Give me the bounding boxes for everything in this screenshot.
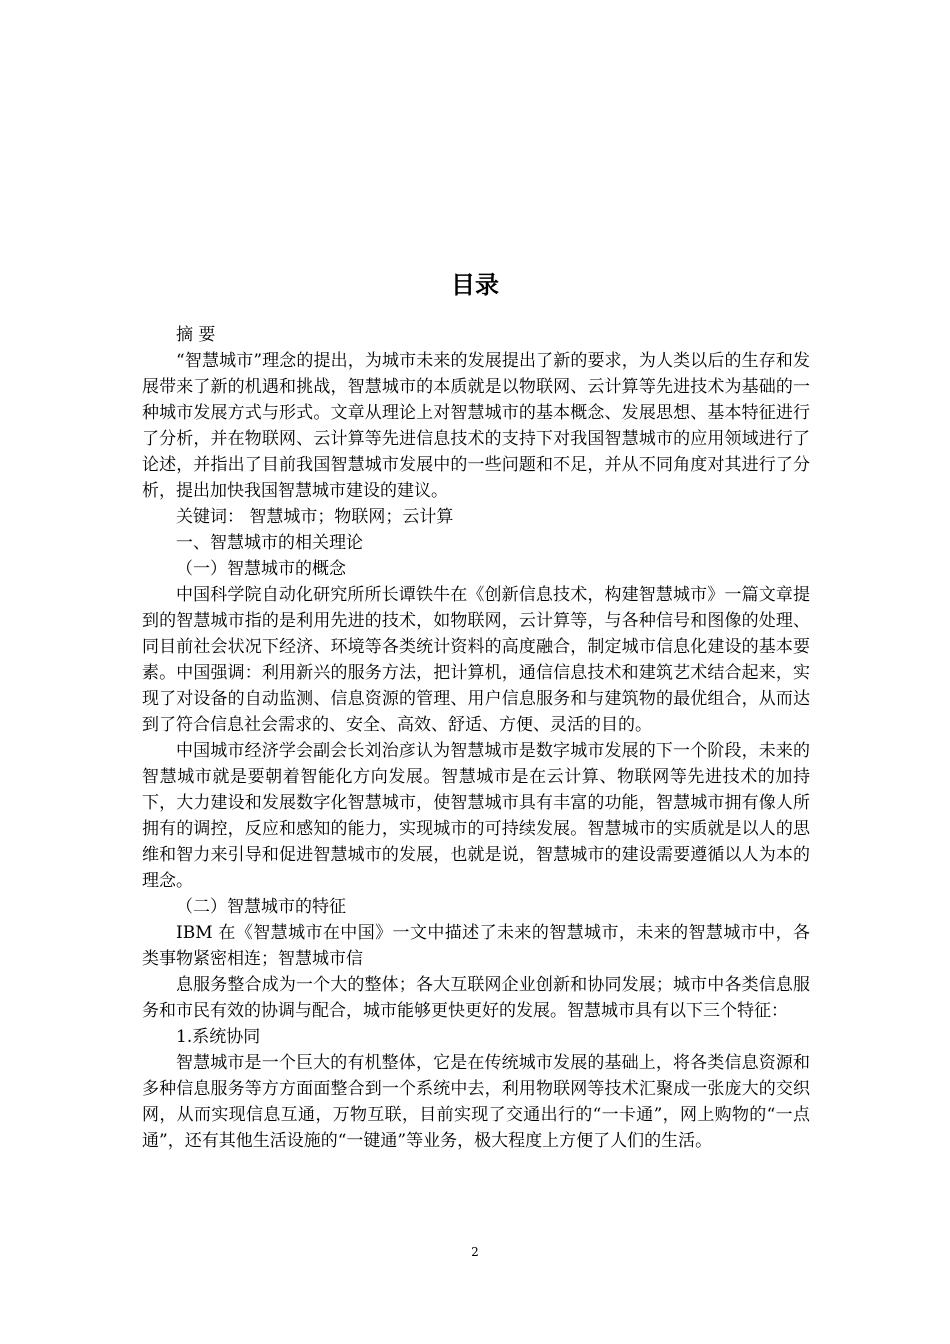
abstract-paragraph: “智慧城市”理念的提出，为城市未来的发展提出了新的要求，为人类以后的生存和发展带来了新的机遇和挑战，智慧城市的本质就是以物联网、云计算等先进技术为基础的一种城市发展方式与形式。文章从理论上对智慧城市的基本概念、发展思想、基本特征进行了分析，并在物联网、云计算等先进信息技术的支持下对我国智慧城市的应用领域进行了论述，并指出了目前我国智慧城市发展中的一些问题和不足，并从不同角度对其进行了分析，提出加快我国智慧城市建设的建议。 xyxy=(142,351,810,501)
body-paragraph: IBM 在《智慧城市在中国》一文中描述了未来的智慧城市，未来的智慧城市中，各类事物紧密相连；智慧城市信 xyxy=(142,923,810,969)
keywords-line: 关键词： 智慧城市；物联网；云计算 xyxy=(176,507,454,527)
body-paragraph: 智慧城市是一个巨大的有机整体，它是在传统城市发展的基础上，将各类信息资源和多种信息服务等方方面面整合到一个系统中去，利用物联网等技术汇聚成一张庞大的交织网，从而实现信息互通，万物互联，目前实现了交通出行的“一卡通”，网上购物的“一点通”，还有其他生活设施的“一键通”等业务，极大程度上方便了人们的生活。 xyxy=(142,1053,810,1151)
body-paragraph: 息服务整合成为一个大的整体；各大互联网企业创新和协同发展；城市中各类信息服务和市民有效的协调与配合，城市能够更快更好的发展。智慧城市具有以下三个特征： xyxy=(142,975,810,1021)
abstract-heading: 摘 要 xyxy=(176,325,216,345)
page-title: 目录 xyxy=(451,271,499,299)
subsection-heading-2: （二）智慧城市的特征 xyxy=(176,897,346,917)
body-paragraph: 中国科学院自动化研究所所长谭铁牛在《创新信息技术，构建智慧城市》一篇文章提到的智慧城市指的是利用先进的技术，如物联网，云计算等，与各种信号和图像的处理、同目前社会状况下经济、环境等各类统计资料的高度融合，制定城市信息化建设的基本要素。中国强调：利用新兴的服务方法，把计算机，通信信息技术和建筑艺术结合起来，实现了对设备的自动监测、信息资源的管理、用户信息服务和与建筑物的最优组合，从而达到了符合信息社会需求的、安全、高效、舒适、方便、灵活的目的。 xyxy=(142,585,810,735)
subsection-heading-1: （一）智慧城市的概念 xyxy=(176,559,346,579)
body-paragraph: 中国城市经济学会副会长刘治彦认为智慧城市是数字城市发展的下一个阶段，未来的智慧城市就是要朝着智能化方向发展。智慧城市是在云计算、物联网等先进技术的加持下，大力建设和发展数字化智慧城市，使智慧城市具有丰富的功能，智慧城市拥有像人所拥有的调控，反应和感知的能力，实现城市的可持续发展。智慧城市的实质就是以人的思维和智力来引导和促进智慧城市的发展，也就是说，智慧城市的建设需要遵循以人为本的理念。 xyxy=(142,741,810,891)
document-body xyxy=(142,322,810,1154)
list-heading-1: 1.系统协同 xyxy=(176,1027,261,1047)
section-heading-1: 一、智慧城市的相关理论 xyxy=(176,533,363,553)
page-number: 2 xyxy=(471,1245,479,1259)
